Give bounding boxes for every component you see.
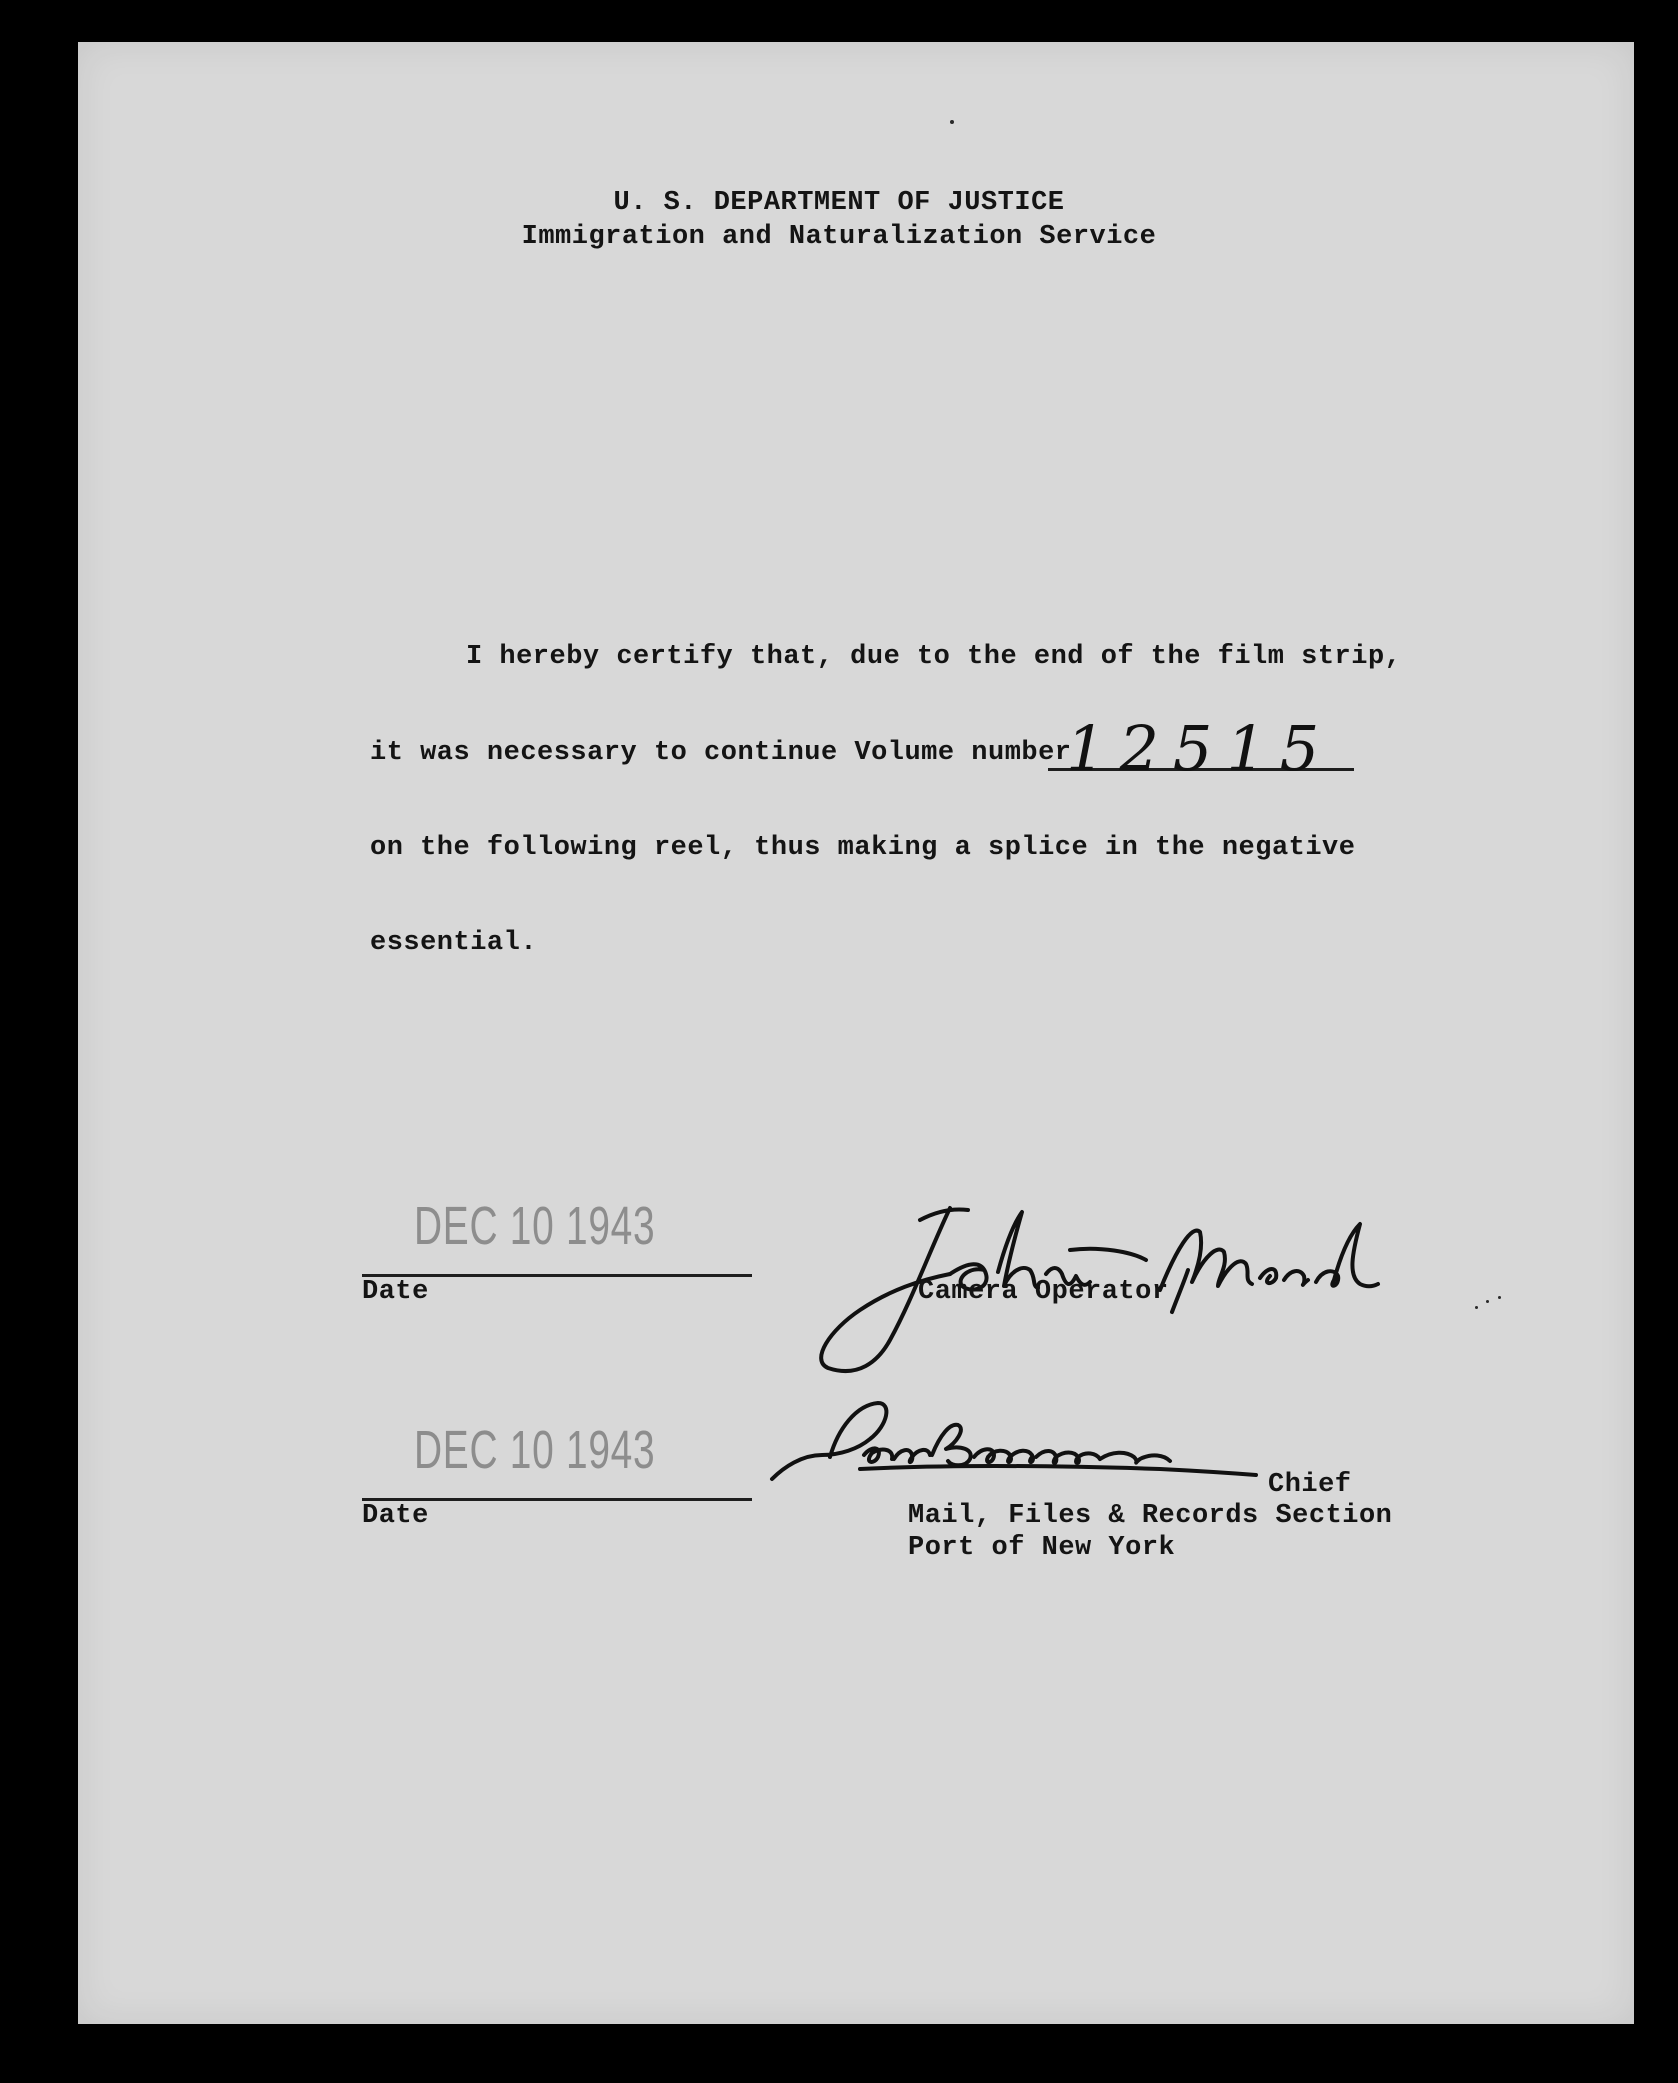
certification-line-2: it was necessary to continue Volume number (370, 738, 1072, 768)
scan-speck (1475, 1306, 1478, 1309)
chief-department: Mail, Files & Records Section (908, 1501, 1393, 1531)
certification-line-3: on the following reel, thus making a splice in the negative (370, 833, 1356, 863)
chief-signature (760, 1395, 1300, 1505)
volume-number-handwritten: 12515 (1066, 712, 1334, 785)
agency-name: U. S. DEPARTMENT OF JUSTICE (613, 188, 1065, 218)
chief-title: Chief (1268, 1470, 1352, 1500)
certification-line-4: essential. (370, 928, 538, 958)
date-stamp-camera: DEC 10 1943 (414, 1196, 656, 1256)
chief-location: Port of New York (908, 1533, 1176, 1563)
date-stamp-chief: DEC 10 1943 (414, 1420, 656, 1480)
agency-service: Immigration and Naturalization Service (521, 222, 1157, 252)
date-label-chief: Date (362, 1501, 429, 1531)
camera-operator-title: Camera Operator (918, 1277, 1169, 1307)
scan-speck (1486, 1300, 1489, 1303)
document-page (78, 42, 1634, 2024)
scan-speck (1498, 1296, 1501, 1299)
date-label-camera: Date (362, 1277, 429, 1307)
certification-line-1: I hereby certify that, due to the end of the film strip, (466, 642, 1402, 672)
scan-speck (950, 120, 954, 124)
